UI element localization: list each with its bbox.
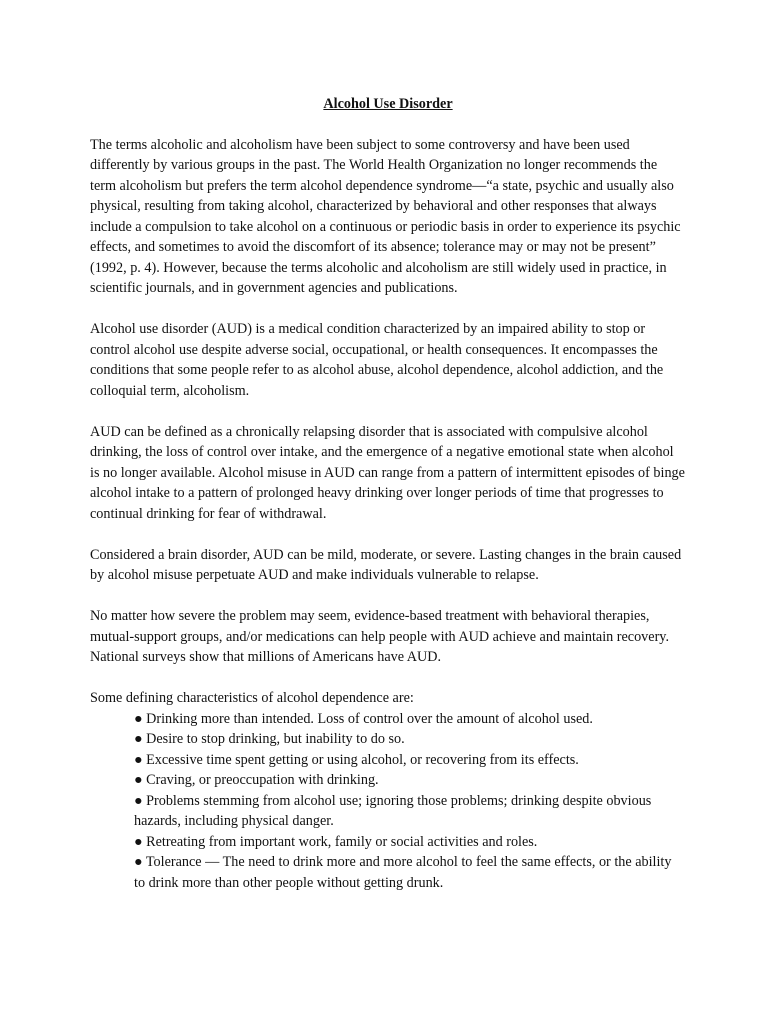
- list-item-text: Drinking more than intended. Loss of control over the amount of alcohol used.: [146, 710, 593, 727]
- list-item-text: Tolerance — The need to drink more and more alcohol to feel the same effects, or the ability to drink more than other people without getting drunk.: [134, 854, 672, 891]
- bullet-icon: ●: [134, 854, 143, 870]
- document-title: Alcohol Use Disorder: [323, 96, 453, 112]
- bullet-icon: ●: [134, 710, 143, 727]
- list-item: [134, 750, 686, 771]
- list-item: [134, 852, 686, 893]
- bullet-icon: ●: [134, 751, 143, 768]
- bullet-icon: ●: [134, 731, 143, 747]
- list-item: [134, 791, 686, 832]
- list-intro: Some defining characteristics of alcohol dependence are:: [90, 690, 414, 706]
- document-body: [90, 94, 686, 893]
- list-item-text: Excessive time spent getting or using alcohol, or recovering from its effects.: [146, 751, 579, 768]
- list-item: [134, 709, 686, 730]
- list-item: [134, 832, 686, 853]
- paragraph-terminology: The terms alcoholic and alcoholism have been subject to some controversy and have been used differently by various groups in the past. The World Health Organization no longer recommends the term alcoholism but prefers the term alcohol dependence syndrome—“a state, psychic and usually also physical, resulting from taking alcohol, characterized by behavioral and other responses that always include a compulsion to take alcohol on a continuous or periodic basis in order to experience its psychic effects, and sometimes to avoid the discomfort of its absence; tolerance may or may not be present” (1992, p. 4). However, because the terms alcoholic and alcoholism are still widely used in practice, in scientific journals, and in government agencies and publications.: [90, 136, 681, 296]
- list-item-text: Retreating from important work, family or social activities and roles.: [146, 833, 538, 850]
- paragraph-definition: Alcohol use disorder (AUD) is a medical condition characterized by an impaired ability to stop or control alcohol use despite adverse social, occupational, or health consequences. It encompasses the conditions that some people refer to as alcohol abuse, alcohol dependence, alcohol addiction, and the colloquial term, alcoholism.: [90, 321, 664, 399]
- list-item-text: Craving, or preoccupation with drinking.: [146, 772, 379, 788]
- bullet-icon: ●: [134, 833, 143, 850]
- paragraph-treatment: No matter how severe the problem may seem, evidence-based treatment with behavioral therapies, mutual-support groups, and/or medications can help people with AUD achieve and maintain recovery. National surveys show that millions of Americans have AUD.: [90, 608, 670, 665]
- characteristics-list: [90, 709, 686, 894]
- list-item-text: Desire to stop drinking, but inability to do so.: [146, 731, 405, 747]
- paragraph-relapsing-disorder: AUD can be defined as a chronically relapsing disorder that is associated with compulsive alcohol drinking, the loss of control over intake, and the emergence of a negative emotional state when alcohol is no longer available. Alcohol misuse in AUD can range from a pattern of intermittent episodes of binge alcohol intake to a pattern of prolonged heavy drinking over longer periods of time that progresses to continual drinking for fear of withdrawal.: [90, 423, 685, 522]
- list-item: [134, 729, 686, 750]
- list-item: [134, 770, 686, 791]
- bullet-icon: ●: [134, 792, 143, 809]
- bullet-icon: ●: [134, 772, 143, 788]
- list-item-text: Problems stemming from alcohol use; ignoring those problems; drinking despite obvious hazards, including physical danger.: [134, 792, 652, 829]
- paragraph-brain-disorder: Considered a brain disorder, AUD can be mild, moderate, or severe. Lasting changes in the brain caused by alcohol misuse perpetuate AUD and make individuals vulnerable to relapse.: [90, 546, 682, 583]
